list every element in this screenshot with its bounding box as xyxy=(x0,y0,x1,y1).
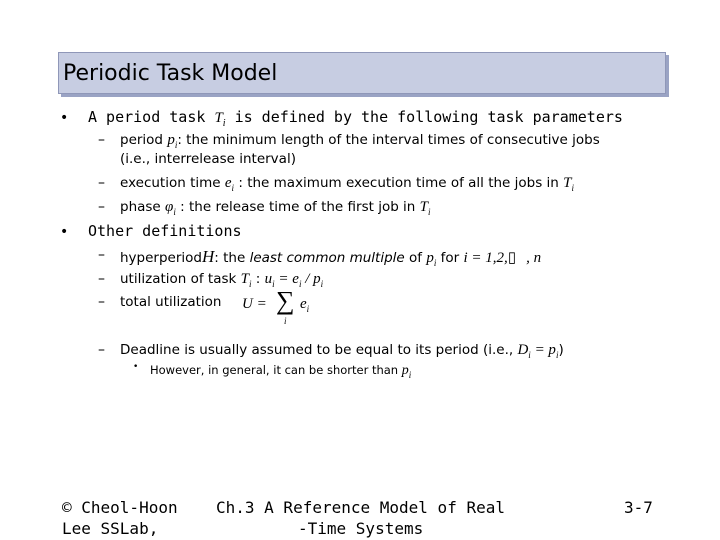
sigma-sub: i xyxy=(284,316,287,326)
phase-label: phase xyxy=(120,199,161,215)
dash-phase: – xyxy=(98,199,105,215)
hyperperiod-text-post: of xyxy=(409,250,423,266)
however-item xyxy=(150,363,411,380)
utilization-math: $T_i$ xyxy=(240,271,252,289)
however-math: $p_i$ xyxy=(401,363,412,380)
bullet-1-pre: A period task xyxy=(88,108,206,126)
period-text-2: (i.e., interrelease interval) xyxy=(120,151,296,167)
footer-author-1: © Cheol-Hoon xyxy=(62,498,178,517)
period-text: : the minimum length of the interval times of consecutive jobs xyxy=(177,132,600,148)
total-label: total utilization xyxy=(120,294,222,310)
execution-label: execution time xyxy=(120,175,221,191)
hyperperiod-math-2: $p_i$ xyxy=(426,250,437,268)
phase-text: : the release time of the first job in xyxy=(180,199,416,215)
period-item xyxy=(120,132,600,150)
execution-math: $e_i$ xyxy=(224,175,235,193)
slide-title: Periodic Task Model xyxy=(63,61,278,86)
footer-author-2: Lee SSLab, xyxy=(62,519,159,538)
bullet-1-marker: • xyxy=(60,110,69,126)
hyperperiod-lcm: least common multiple xyxy=(249,250,405,266)
hyperperiod-expr: i = 1,2,▯ , n xyxy=(463,250,542,266)
dash-hyperperiod: – xyxy=(98,247,105,263)
bullet-2: Other definitions xyxy=(88,222,242,240)
hyperperiod-item xyxy=(120,247,541,268)
hyperperiod-math: H xyxy=(201,247,215,266)
total-formula-term: $e_i$ xyxy=(300,296,310,314)
utilization-formula: $u_i = e_i / p_i$ xyxy=(264,271,324,289)
sigma-symbol: ∑ xyxy=(276,286,295,315)
deadline-item xyxy=(120,342,564,360)
however-bullet: • xyxy=(133,362,139,372)
total-formula-lhs: U = xyxy=(242,296,267,312)
deadline-close: ) xyxy=(558,342,564,358)
phase-math: $\varphi_i$ xyxy=(165,199,176,217)
footer-chapter-1: Ch.3 A Reference Model of Real xyxy=(216,498,505,517)
dash-total: – xyxy=(98,294,105,310)
dash-execution: – xyxy=(98,175,105,191)
deadline-text: Deadline is usually assumed to be equal to its period (i.e., xyxy=(120,342,514,358)
bullet-2-marker: • xyxy=(60,224,69,240)
deadline-math: $D_i = p_i$ xyxy=(517,342,559,360)
dash-deadline: – xyxy=(98,342,105,358)
phase-item xyxy=(120,199,431,217)
execution-text: : the maximum execution time of all the jobs in xyxy=(238,175,559,191)
bullet-1-math: $T_i$ xyxy=(214,110,226,129)
footer-chapter-2: -Time Systems xyxy=(298,519,424,538)
however-text: However, in general, it can be shorter than xyxy=(150,363,399,377)
execution-math-2: $T_i$ xyxy=(563,175,575,193)
bullet-1-post: is defined by the following task parameters xyxy=(234,108,623,126)
execution-item xyxy=(120,175,574,193)
hyperperiod-label: hyperperiod xyxy=(120,250,202,266)
dash-utilization: – xyxy=(98,271,105,287)
hyperperiod-text-pre: : the xyxy=(214,250,246,266)
title-bar xyxy=(58,52,666,94)
dash-period: – xyxy=(98,132,105,148)
utilization-colon: : xyxy=(255,271,261,287)
page-number: 3-7 xyxy=(624,498,653,517)
utilization-label: utilization of task xyxy=(120,271,237,287)
bullet-1 xyxy=(88,108,623,129)
hyperperiod-for: for xyxy=(440,250,460,266)
period-label: period xyxy=(120,132,164,148)
period-math: $p_i$ xyxy=(167,132,178,150)
phase-math-2: $T_i$ xyxy=(419,199,431,217)
